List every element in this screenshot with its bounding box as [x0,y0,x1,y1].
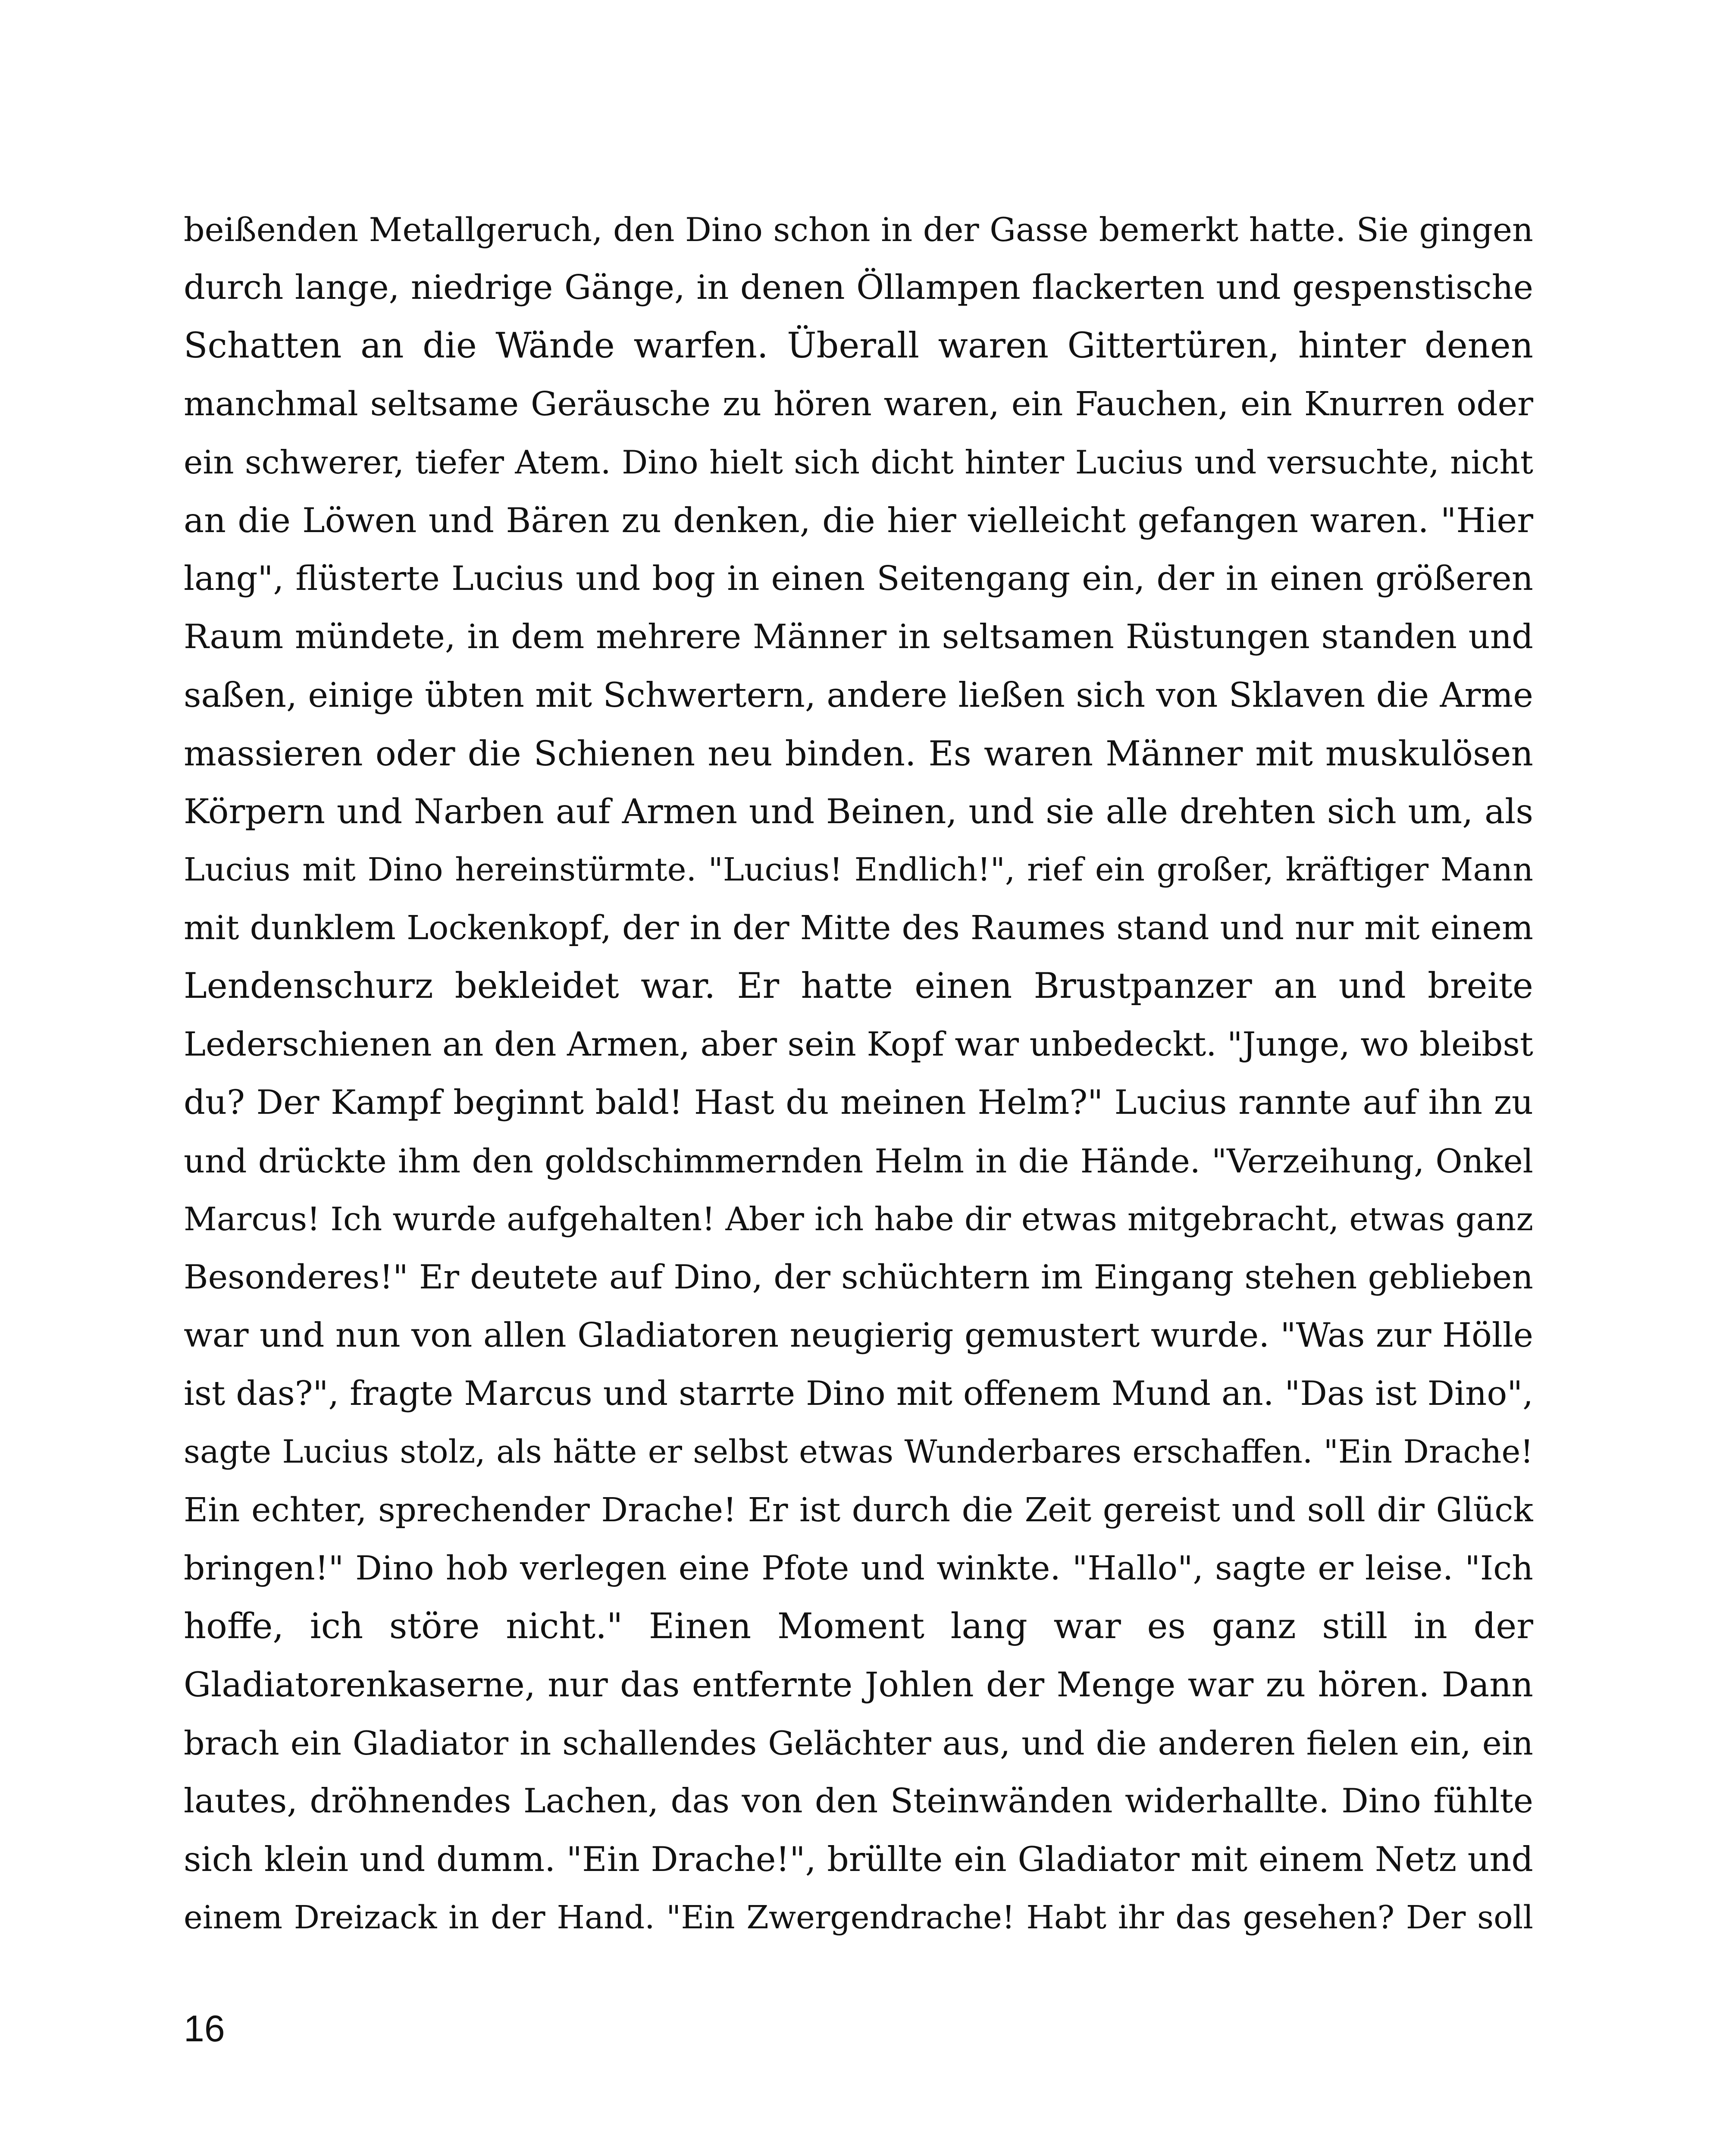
text-line: und drückte ihm den goldschimmernden Helm in die Hände. "Verzeihung, Onkel [184,1142,1533,1180]
text-line: Lederschienen an den Armen, aber sein Kopf war unbedeckt. "Junge, wo bleibst [184,1025,1533,1064]
text-line: ein schwerer, tiefer Atem. Dino hielt sich dicht hinter Lucius und versuchte, nicht [184,443,1533,481]
text-line: du? Der Kampf beginnt bald! Hast du meinen Helm?" Lucius rannte auf ihn zu [184,1083,1533,1122]
text-line: manchmal seltsame Geräusche zu hören waren, ein Fauchen, ein Knurren oder [184,385,1533,423]
text-line: Raum mündete, in dem mehrere Männer in seltsamen Rüstungen standen und [184,617,1533,656]
text-line: brach ein Gladiator in schallendes Gelächter aus, und die anderen fielen ein, ein [184,1724,1533,1762]
text-line: einem Dreizack in der Hand. "Ein Zwergendrache! Habt ihr das gesehen? Der soll [184,1899,1533,1936]
text-line: Gladiatorenkaserne, nur das entfernte Johlen der Menge war zu hören. Dann [184,1665,1533,1705]
text-line: sagte Lucius stolz, als hätte er selbst etwas Wunderbares erschaffen. "Ein Drache! [184,1433,1533,1470]
text-line: massieren oder die Schienen neu binden. Es waren Männer mit muskulösen [184,733,1533,774]
text-line: saßen, einige übten mit Schwertern, andere ließen sich von Sklaven die Arme [184,675,1533,715]
text-line: durch lange, niedrige Gänge, in denen Öllampen flackerten und gespenstische [184,268,1533,307]
text-line: Schatten an die Wände warfen. Überall waren Gittertüren, hinter denen [184,326,1533,366]
body-text [184,201,1533,1947]
text-line: hoffe, ich störe nicht." Einen Moment lang war es ganz still in der [184,1606,1533,1647]
text-line: lautes, dröhnendes Lachen, das von den Steinwänden widerhallte. Dino fühlte [184,1782,1533,1821]
text-line: mit dunklem Lockenkopf, der in der Mitte des Raumes stand und nur mit einem [184,909,1533,947]
text-line: Lucius mit Dino hereinstürmte. "Lucius! Endlich!", rief ein großer, kräftiger Mann [184,851,1533,888]
text-line: Besonderes!" Er deutete auf Dino, der schüchtern im Eingang stehen geblieben [184,1258,1533,1297]
text-line: Lendenschurz bekleidet war. Er hatte einen Brustpanzer an und breite [184,966,1533,1006]
text-line: Marcus! Ich wurde aufgehalten! Aber ich habe dir etwas mitgebracht, etwas ganz [184,1200,1533,1238]
text-line: Körpern und Narben auf Armen und Beinen, und sie alle drehten sich um, als [184,792,1533,831]
text-line: beißenden Metallgeruch, den Dino schon in der Gasse bemerkt hatte. Sie gingen [184,210,1533,249]
text-line: ist das?", fragte Marcus und starrte Dino mit offenem Mund an. "Das ist Dino", [184,1374,1533,1413]
text-line: sich klein und dumm. "Ein Drache!", brüllte ein Gladiator mit einem Netz und [184,1839,1533,1879]
page-number: 16 [184,2008,225,2049]
text-line: Ein echter, sprechender Drache! Er ist durch die Zeit gereist und soll dir Glück [184,1491,1533,1529]
text-line: lang", flüsterte Lucius und bog in einen Seitengang ein, der in einen größeren [184,559,1533,598]
text-line: an die Löwen und Bären zu denken, die hier vielleicht gefangen waren. "Hier [184,501,1533,540]
text-line: war und nun von allen Gladiatoren neugierig gemustert wurde. "Was zur Hölle [184,1316,1533,1355]
text-line: bringen!" Dino hob verlegen eine Pfote und winkte. "Hallo", sagte er leise. "Ich [184,1549,1533,1588]
